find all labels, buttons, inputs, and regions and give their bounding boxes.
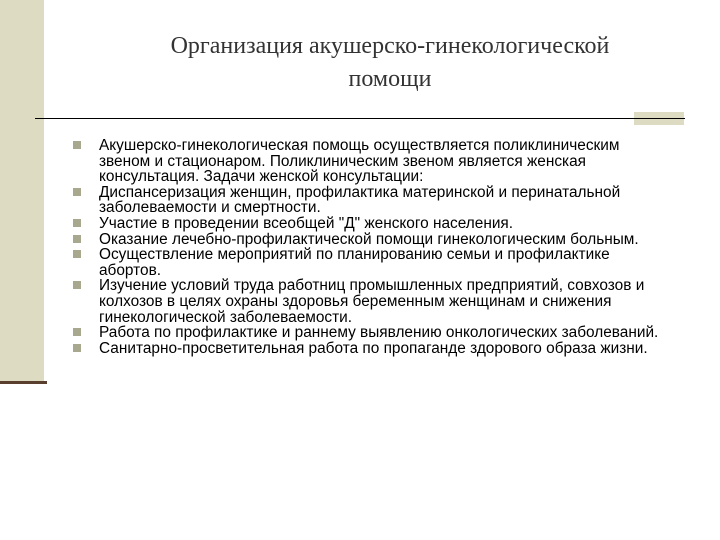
bullet-text: Участие в проведении всеобщей "Д" женского населения. (99, 214, 514, 232)
bullet-text: Оказание лечебно-профилактической помощи гинекологическим больным. (99, 230, 639, 248)
bullet-text: Диспансеризация женщин, профилактика материнской и перинатальной заболеваемости и смертности. (99, 183, 621, 217)
slide-title-line-2: помощи (348, 66, 432, 92)
bullet-item (70, 278, 660, 325)
bullet-item (70, 325, 660, 341)
bullet-item (70, 216, 660, 232)
slide-title-line-1: Организация акушерско-гинекологической (170, 33, 610, 59)
left-accent-rule (0, 381, 47, 384)
bullet-text: Изучение условий труда работниц промышленных предприятий, совхозов и колхозов в целях охраны здоровья беременным женщинам и снижения гинекологической заболеваемости. (99, 277, 645, 326)
bullet-item (70, 185, 660, 216)
bullet-item (70, 247, 660, 278)
square-bullet-icon (73, 219, 81, 227)
bullet-text: Работа по профилактике и раннему выявлению онкологических заболеваний. (99, 324, 659, 342)
square-bullet-icon (73, 250, 81, 258)
bullet-text: Санитарно-просветительная работа по пропаганде здорового образа жизни. (99, 339, 648, 357)
bullet-item (70, 138, 660, 185)
square-bullet-icon (73, 188, 81, 196)
square-bullet-icon (73, 328, 81, 336)
bullet-item (70, 232, 660, 248)
bullet-list (70, 138, 660, 356)
bullet-text: Осуществление мероприятий по планированию семьи и профилактике абортов. (99, 246, 610, 279)
square-bullet-icon (73, 235, 81, 243)
square-bullet-icon (73, 281, 81, 289)
square-bullet-icon (73, 344, 81, 352)
bullet-item (70, 341, 660, 357)
bullet-text: Акушерско-гинекологическая помощь осуществляется поликлиническим звеном и стационаром. Поликлиническим звеном является женская консультация. Задачи женской консультации: (99, 137, 620, 186)
square-bullet-icon (73, 141, 81, 149)
left-accent-panel (0, 0, 44, 381)
slide-title (90, 30, 690, 96)
title-underline (35, 118, 685, 119)
